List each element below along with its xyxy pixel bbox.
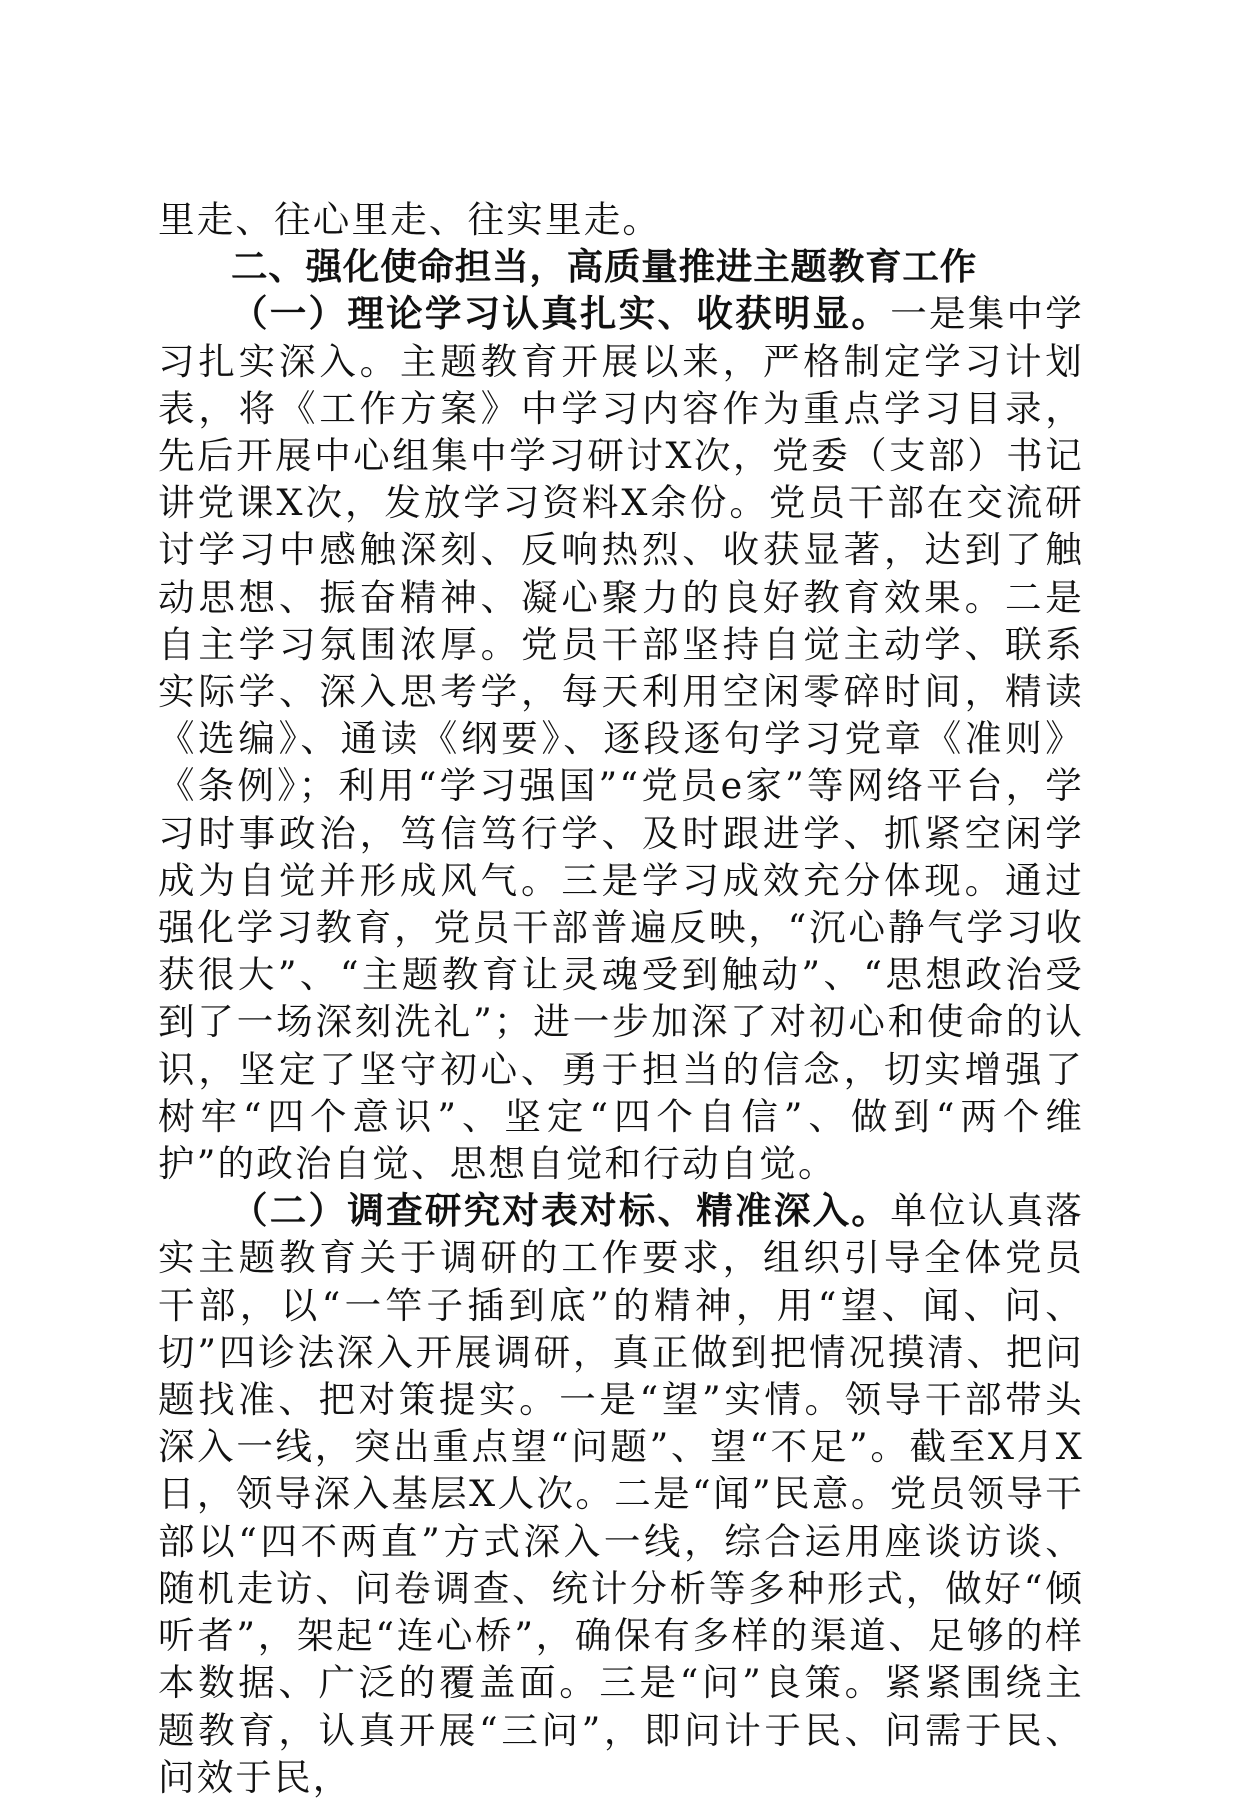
section-heading — [158, 243, 1084, 290]
subheading-theory-study: （一）理论学习认真扎实、收获明显。 — [231, 292, 891, 336]
subheading-research: （二）调查研究对表对标、精准深入。 — [231, 1189, 891, 1233]
paragraph-research — [158, 1187, 1084, 1801]
section-heading-text: 二、强化使命担当，高质量推进主题教育工作 — [231, 245, 977, 289]
continuation-text: 里走、往心里走、往实里走。 — [158, 198, 662, 241]
paragraph-theory-study — [158, 290, 1084, 1187]
body-theory-study: 一是集中学习扎实深入。主题教育开展以来，严格制定学习计划表，将《工作方案》中学习内容作为重点学习目录，先后开展中心组集中学习研讨X次，党委（支部）书记讲党课X次，发放学习资料X余份。党员干部在交流研讨学习中感触深刻、反响热烈、收获显著，达到了触动思想、振奋精神、凝心聚力的良好教育效果。二是自主学习氛围浓厚。党员干部坚持自觉主动学、联系实际学、深入思考学，每天利用空闲零碎时间，精读《选编》、通读《纲要》、逐段逐句学习党章《准则》《条例》；利用“学习强国”“党员e家”等网络平台，学习时事政治，笃信笃行学、及时跟进学、抓紧空闲学成为自觉并形成风气。三是学习成效充分体现。通过强化学习教育，党员干部普遍反映，“沉心静气学习收获很大”、“主题教育让灵魂受到触动”、“思想政治受到了一场深刻洗礼”；进一步加深了对初心和使命的认识，坚定了坚守初心、勇于担当的信念，切实增强了树牢“四个意识”、坚定“四个自信”、做到“两个维护”的政治自觉、思想自觉和行动自觉。 — [158, 292, 1085, 1186]
continuation-paragraph — [158, 196, 1084, 243]
document-body — [158, 196, 1084, 1801]
body-research: 单位认真落实主题教育关于调研的工作要求，组织引导全体党员干部，以“一竿子插到底”的精神，用“望、闻、问、切”四诊法深入开展调研，真正做到把情况摸清、把问题找准、把对策提实。一是“望”实情。领导干部带头深入一线，突出重点望“问题”、望“不足”。截至X月X日，领导深入基层X人次。二是“闻”民意。党员领导干部以“四不两直”方式深入一线，综合运用座谈访谈、随机走访、问卷调查、统计分析等多种形式，做好“倾听者”，架起“连心桥”，确保有多样的渠道、足够的样本数据、广泛的覆盖面。三是“问”良策。紧紧围绕主题教育，认真开展“三问”，即问计于民、问需于民、问效于民， — [158, 1189, 1085, 1799]
